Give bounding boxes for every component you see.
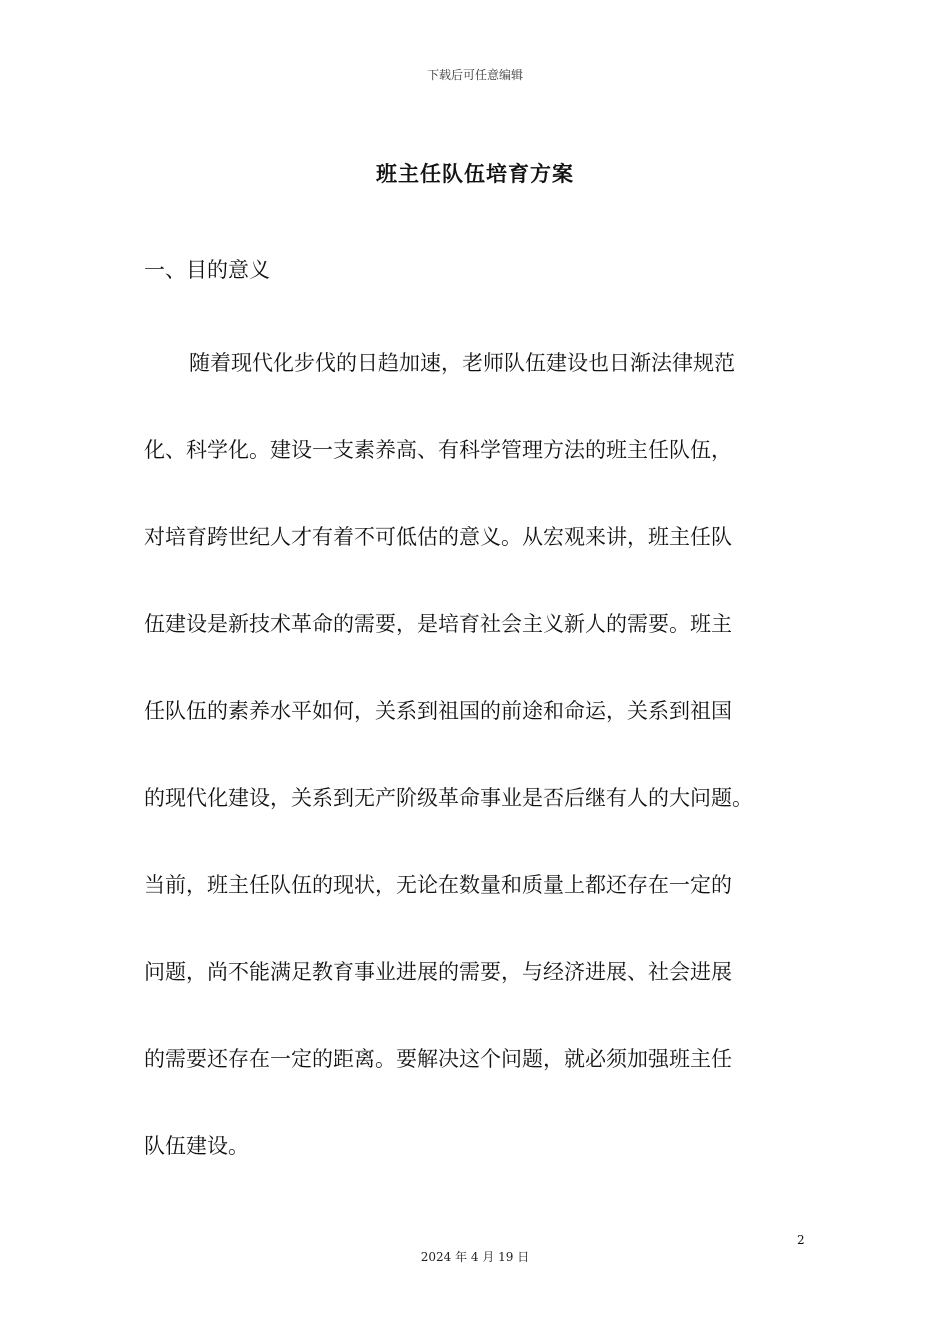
paragraph-line: 的需要还存在一定的距离。要解决这个问题，就必须加强班主任 xyxy=(144,1047,732,1071)
paragraph-line: 问题，尚不能满足教育事业进展的需要，与经济进展、社会进展 xyxy=(144,960,732,984)
paragraph-line: 化、科学化。建设一支素养高、有科学管理方法的班主任队伍， xyxy=(144,438,732,462)
footer-date: 2024 年 4 月 19 日 xyxy=(420,1250,530,1264)
paragraph-line: 任队伍的素养水平如何，关系到祖国的前途和命运，关系到祖国 xyxy=(144,699,732,723)
paragraph-line: 伍建设是新技术革命的需要，是培育社会主义新人的需要。班主 xyxy=(144,612,732,636)
paragraph-line: 队伍建设。 xyxy=(144,1134,249,1158)
paragraph-line: 对培育跨世纪人才有着不可低估的意义。从宏观来讲，班主任队 xyxy=(144,525,732,549)
section-heading: 一、目的意义 xyxy=(144,258,270,282)
paragraph-line: 当前，班主任队伍的现状，无论在数量和质量上都还存在一定的 xyxy=(144,873,732,897)
document-title: 班主任队伍培育方案 xyxy=(376,162,574,186)
paragraph-line: 随着现代化步伐的日趋加速，老师队伍建设也日渐法律规范 xyxy=(189,351,735,375)
page-number: 2 xyxy=(797,1233,805,1247)
body-paragraph xyxy=(144,343,814,1213)
page-header: 下载后可任意编辑 xyxy=(426,68,523,82)
paragraph-line: 的现代化建设，关系到无产阶级革命事业是否后继有人的大问题。 xyxy=(144,786,753,810)
